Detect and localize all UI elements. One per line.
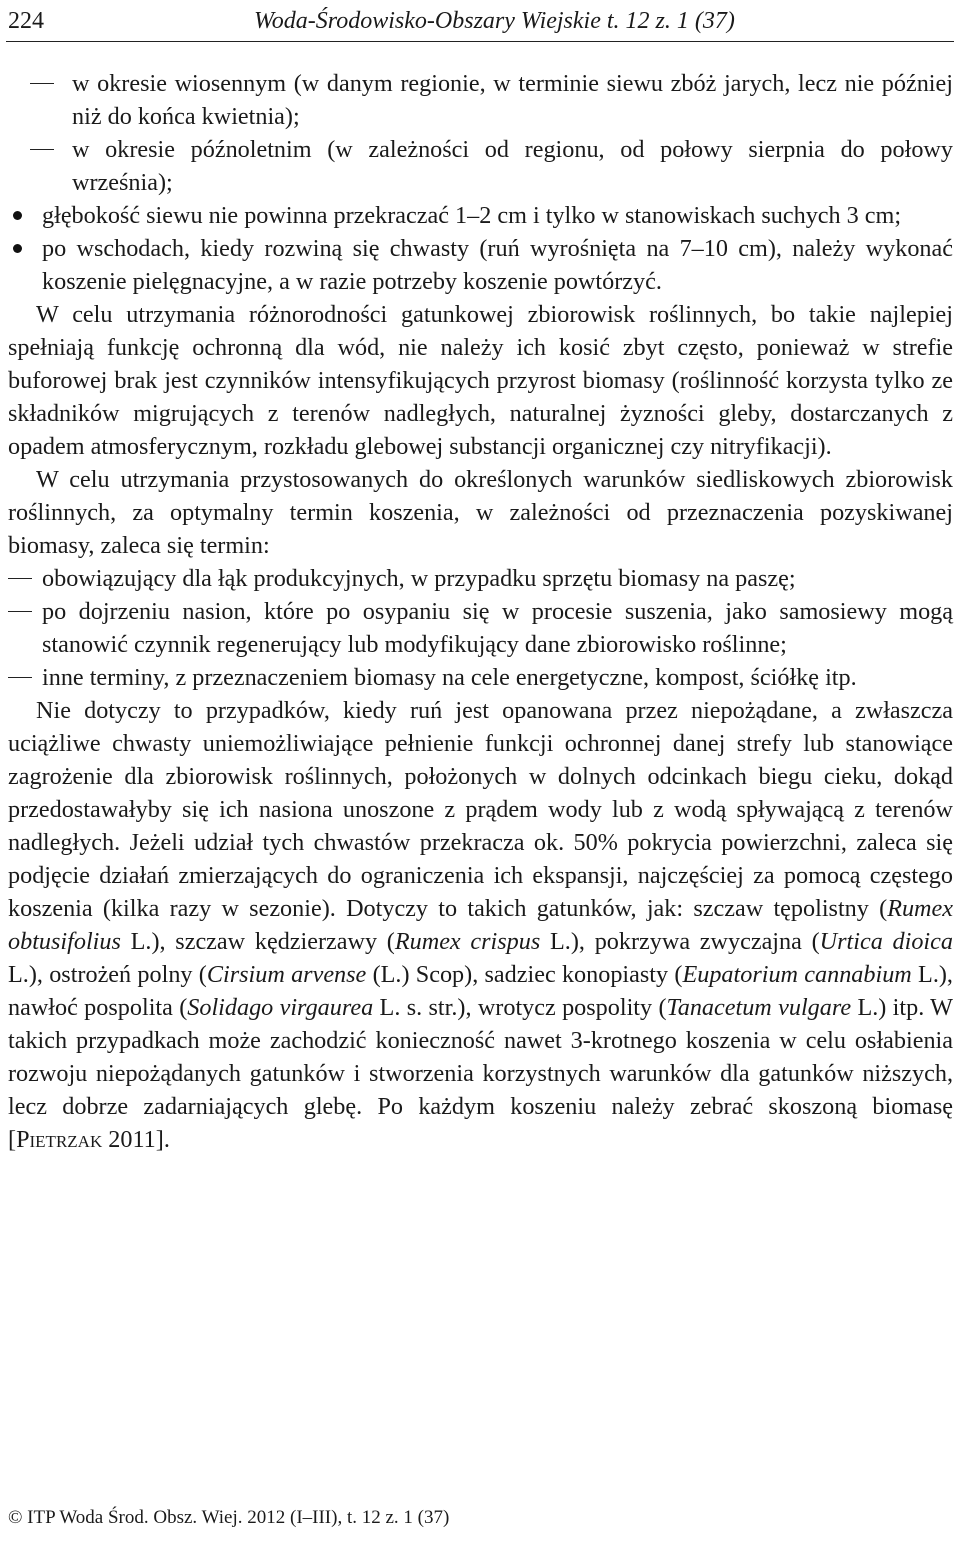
species-name: Cirsium arvense <box>206 961 367 988</box>
paragraph-weeds <box>8 694 953 1156</box>
text-run: L.) itp. W takich przypadkach może zachodzić konieczność nawet 3-krotnego koszenia w celu osłabienia rozwoju niepożądanych gatunków i stworzenia korzystnych warunków dla gatunków niższych, lecz dobrze zadarniających glebę. Po każdym koszeniu należy zebrać skoszoną biomasę [ <box>8 994 953 1153</box>
dash-marker <box>30 67 54 100</box>
species-name: Solidago virgaurea <box>187 994 374 1021</box>
species-name: Tanacetum vulgare <box>666 994 852 1021</box>
list-item-production-meadows <box>8 562 953 595</box>
species-name: Rumex obtusifolius <box>8 895 953 955</box>
header-rule <box>6 41 954 42</box>
dash-marker <box>8 595 32 628</box>
list-item-text: w okresie wiosennym (w danym regionie, w terminie siewu zbóż jarych, lecz nie później niż do końca kwietnia); <box>72 70 953 130</box>
text-run: L.), szczaw kędzierzawy ( <box>120 928 395 955</box>
text-run: L.), pokrzywa zwyczajna ( <box>540 928 820 955</box>
list-item-other-terms <box>8 661 953 694</box>
running-header <box>8 4 952 38</box>
list-item-seed-ripening <box>8 595 953 661</box>
paragraph-mowing-term: W celu utrzymania przystosowanych do określonych warunków siedliskowych zbiorowisk roślinnych, za optymalny termin koszenia, w zależności od przeznaczenia pozyskiwanej biomasy, zaleca się termin: <box>8 466 953 559</box>
page-number: 224 <box>8 8 44 34</box>
text-run: (L.) Scop), sadziec konopiasty ( <box>366 961 683 988</box>
text-run: 2011]. <box>102 1126 170 1153</box>
species-name: Urtica dioica <box>819 928 953 955</box>
body-text <box>8 67 953 1156</box>
text-run: L.), ostrożeń polny ( <box>8 961 207 988</box>
list-item-text: po wschodach, kiedy rozwiną się chwasty (ruń wyrośnięta na 7–10 cm), należy wykonać koszenie pielęgnacyjne, a w razie potrzeby koszenie powtórzyć. <box>42 235 953 295</box>
list-item-late-summer-sowing <box>8 133 953 199</box>
dash-marker <box>8 661 32 694</box>
species-name: Eupatorium cannabium <box>682 961 912 988</box>
dash-marker <box>30 133 54 166</box>
bullet-marker <box>8 199 22 232</box>
text-run: L.), nawłoć pospolita ( <box>8 961 953 1021</box>
citation-author: Pietrzak <box>16 1126 103 1153</box>
journal-title: Woda-Środowisko-Obszary Wiejskie t. 12 z. 1 (37) <box>254 8 735 34</box>
text-run: L. s. str.), wrotycz pospolity ( <box>373 994 667 1021</box>
list-item-text: głębokość siewu nie powinna przekraczać 1–2 cm i tylko w stanowiskach suchych 3 cm; <box>42 202 902 229</box>
text-run: Nie dotyczy to przypadków, kiedy ruń jest opanowana przez niepożądane, a zwłaszcza uciążliwe chwasty uniemożliwiające pełnienie funkcji ochronnej danej strefy lub stanowiące zagrożenie dla zbiorowisk roślinnych, położonych w dolnych odcinkach biegu cieku, dokąd przedostawałyby się ich nasiona unoszone z prądem wody lub z wodą spływającą z terenów nadległych. Jeżeli udział tych chwastów przekracza ok. 50% pokrycia powierzchni, zaleca się podjęcie działań zmierzających do ograniczenia ich ekspansji, najczęściej za pomocą częstego koszenia (kilka razy w sezonie). Dotyczy to takich gatunków, jak: szczaw tępolistny ( <box>8 697 953 922</box>
list-item-spring-sowing <box>8 67 953 133</box>
list-item-text: w okresie późnoletnim (w zależności od regionu, od połowy sierpnia do połowy września); <box>72 136 953 196</box>
list-item-text: inne terminy, z przeznaczeniem biomasy na cele energetyczne, kompost, ściółkę itp. <box>42 664 857 691</box>
dash-marker <box>8 562 32 595</box>
bullet-marker <box>8 232 22 265</box>
list-item-text: po dojrzeniu nasion, które po osypaniu się w procesie suszenia, jako samosiewy mogą stanowić czynnik regenerujący lub modyfikujący dane zbiorowisko roślinne; <box>42 598 953 658</box>
paragraph-diversity: W celu utrzymania różnorodności gatunkowej zbiorowisk roślinnych, bo takie najlepiej spełniają funkcję ochronną dla wód, nie należy ich kosić zbyt często, ponieważ w strefie buforowej brak jest czynników intensyfikujących przyrost biomasy (roślinność korzysta tylko ze składników migrujących z terenów nadległych, naturalnej żyzności gleby, dostarczanych z opadem atmosferycznym, rozkładu glebowej substancji organicznej czy nitryfikacji). <box>8 301 953 460</box>
list-item-text: obowiązujący dla łąk produkcyjnych, w przypadku sprzętu biomasy na paszę; <box>42 565 796 592</box>
footer-copyright: © ITP Woda Środ. Obsz. Wiej. 2012 (I–III), t. 12 z. 1 (37) <box>8 1507 450 1528</box>
list-item-care-mowing <box>8 232 953 298</box>
species-name: Rumex crispus <box>394 928 541 955</box>
list-item-sowing-depth <box>8 199 953 232</box>
